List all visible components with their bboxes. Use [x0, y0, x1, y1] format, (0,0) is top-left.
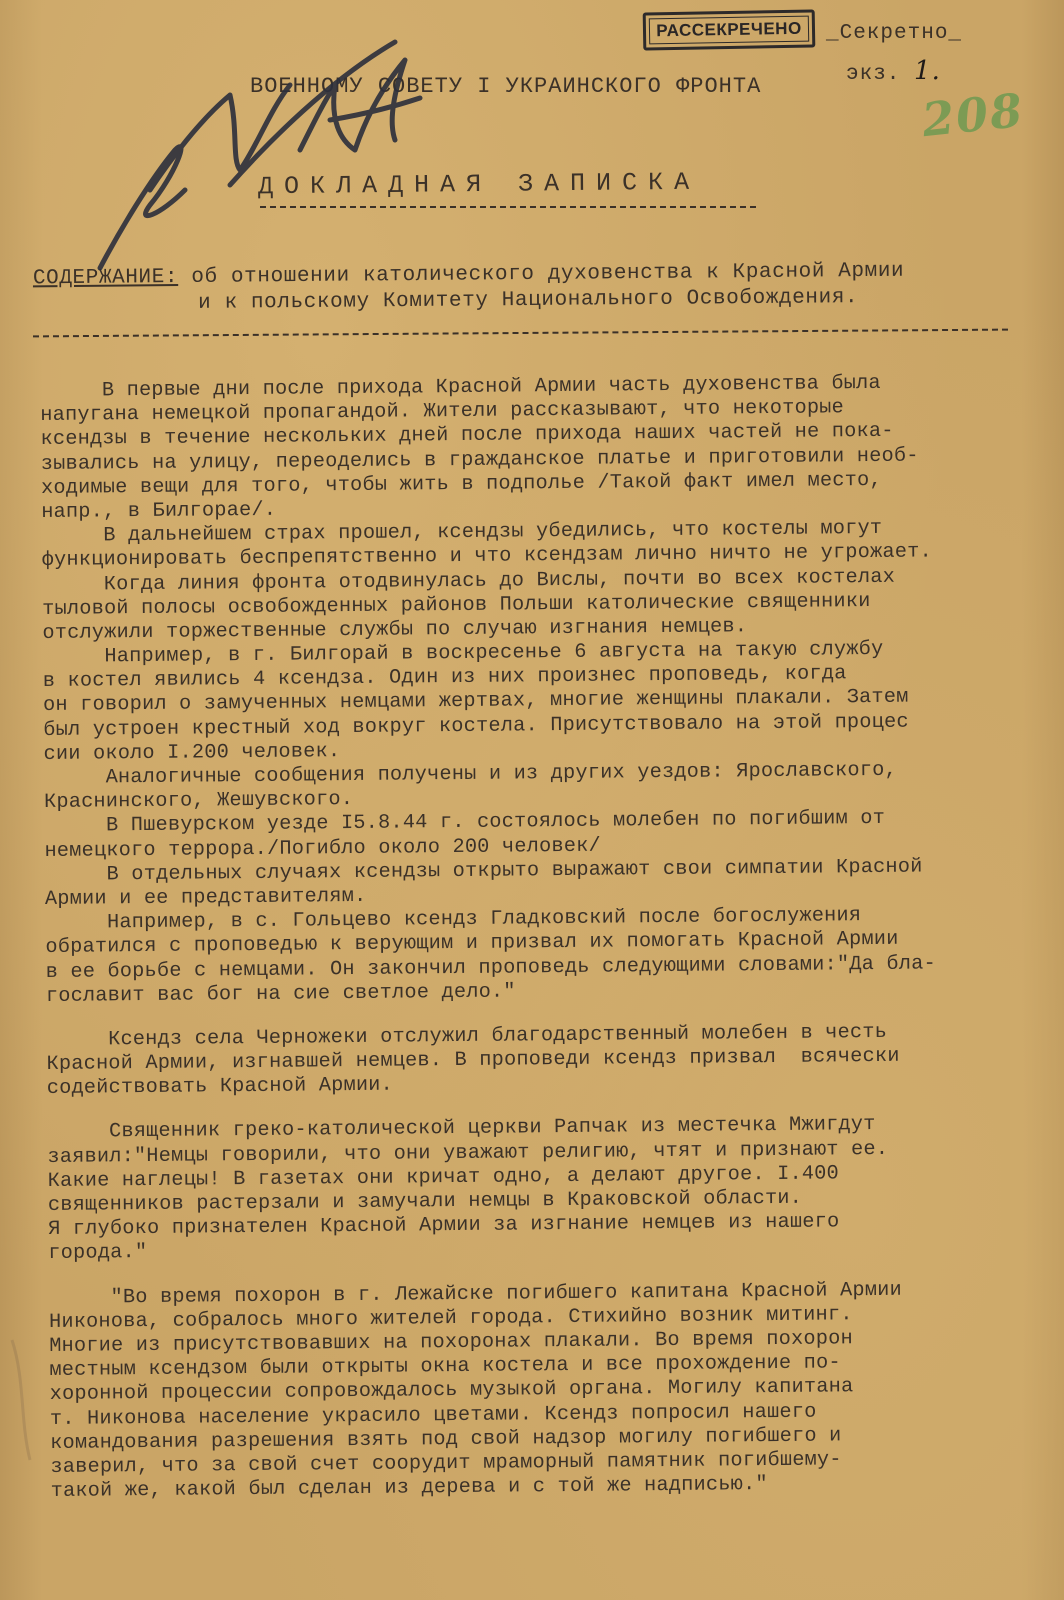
body-line: ходимые вещи для того, чтобы жить в подполье /Такой факт имел место, — [40, 468, 882, 500]
body-line: местным ксендзом были открыты окна костела и все прохождение по- — [49, 1351, 841, 1383]
body-line: в ее борьбе с немцами. Он закончил проповедь следующими словами:"Да бла- — [45, 951, 937, 984]
stamp-text: РАССЕКРЕЧЕНО — [656, 18, 802, 41]
body-line: В Пшевурском уезде I5.8.44 г. состоялось молебен по погибшим от — [44, 807, 886, 839]
body-line: города." — [48, 1241, 148, 1266]
stamp-inner-border — [649, 16, 809, 45]
folio-number: 208 — [919, 82, 1027, 148]
body-line: напугана немецкой пропагандой. Жители рассказывают, что некоторые — [40, 396, 845, 428]
margin-mark-stroke — [12, 1340, 30, 1460]
subject-line-1: об отношении католического духовенства к Красной Армии — [191, 259, 905, 289]
copy-number — [846, 56, 941, 86]
body-line: Когда линия фронта отодвинулась до Вислы, почти во всех костелах — [41, 565, 896, 597]
subject-block — [33, 258, 1023, 319]
subject-label: СОДЕРЖАНИЕ: — [32, 266, 179, 291]
body-line: Многие из присутствовавших на похоронах плакали. Во время похорон — [49, 1327, 854, 1358]
body-line: командования разрешения взять под свой надзор могилу погибшего и — [50, 1424, 842, 1455]
report-body — [40, 370, 1061, 1504]
body-line: Какие наглецы! В газетах они кричат одно, а делают другое. I.400 — [47, 1162, 840, 1193]
section-divider — [33, 329, 1008, 338]
body-line: В отдельных случаях ксендзы открыто выражают свои симпатии Красной — [44, 855, 923, 887]
body-line: В дальнейшем страх прошел, ксендзы убедились, что костелы могут — [41, 517, 883, 549]
signature-stroke-1 — [100, 147, 185, 268]
body-line: Священник греко-католической церкви Рапчак из местечка Мжигдут — [47, 1113, 876, 1145]
body-line: Армии и ее представителям. — [44, 884, 367, 911]
classification-label: _Секретно_ — [826, 22, 963, 45]
body-line: Ксендз села Черножеки отслужил благодарственный молебен в честь — [46, 1020, 888, 1052]
body-line: Аналогичные сообщения получены и из других уездов: Ярославского, — [43, 758, 898, 790]
body-line: Например, в г. Билгорай в воскресенье 6 августа на такую службу — [42, 637, 884, 670]
body-line: т. Никонова население украсило цветами. Ксендз попросил нашего — [49, 1400, 817, 1431]
declassified-stamp — [643, 10, 816, 51]
signature-stroke-3 — [230, 42, 395, 185]
body-line: заявил:"Немцы говорили, что они уважают религию, чтят и признают ее. — [47, 1137, 889, 1169]
body-line: отслужили торжественные службы по случаю изгнания немцев. — [42, 615, 748, 645]
addressee: ВОЕННОМУ СОВЕТУ I УКРАИНСКОГО ФРОНТА — [250, 74, 762, 99]
signature-stroke-5 — [330, 98, 420, 120]
body-line: обратился с проповедью к верующим и призвал их помогать Красной Армии — [45, 928, 899, 960]
body-line: хоронной процессии сопровождалось музыкой органа. Могилу капитана — [49, 1375, 854, 1407]
body-line: заверил, что за свой счет соорудит мраморный памятник погибшему- — [50, 1448, 842, 1479]
body-line: зывались на улицу, переоделись в гражданское платье и приготовили необ- — [40, 444, 919, 476]
body-line: сии около I.200 человек. — [43, 739, 341, 766]
document-title: ДОКЛАДНАЯ ЗАПИСКА — [257, 167, 701, 202]
body-line: такой же, какой был сделан из дерева и с той же надписью." — [50, 1473, 768, 1504]
body-line: Никонова, собралось много жителей города. Стихийно возник митинг. — [48, 1302, 853, 1334]
subject-line-2: и к польскому Комитету Национального Освобождения. — [198, 286, 859, 315]
body-line: функционировать беспрепятственно и что ксендзам лично ничто не угрожает. — [41, 540, 933, 573]
body-line: в костел явились 4 ксендза. Один из них произнес проповедь, когда — [42, 662, 847, 694]
body-line: содействовать Красной Армии. — [46, 1073, 394, 1101]
copy-prefix: экз. — [846, 63, 901, 86]
title-underline — [260, 206, 756, 208]
body-line: тыловой полосы освобожденных районов Польши католические священники — [42, 589, 871, 621]
body-line: напр., в Билгорае/. — [41, 498, 277, 524]
body-line: Красной Армии, изгнавшей немцев. В проповеди ксендз призвал всячески — [46, 1044, 900, 1077]
body-line: ксендзы в течение нескольких дней после прихода наших частей не пока- — [40, 420, 894, 452]
body-line: священников растерзали и замучали немцы в Краковской области. — [47, 1186, 803, 1217]
body-line: немецкого террора./Погибло около 200 человек/ — [44, 834, 602, 863]
body-line: Краснинского, Жешувского. — [43, 788, 354, 815]
body-line: он говорил о замученных немцами жертвах, многие женщины плакали. Затем — [43, 686, 909, 718]
body-line: Например, в с. Гольцево ксендз Гладковский после богослужения — [45, 904, 862, 936]
body-line: Я глубоко признателен Красной Армии за изгнание немцев из нашего — [48, 1210, 840, 1242]
body-line: "Во время похорон в г. Лежайске погибшего капитана Красной Армии — [48, 1278, 903, 1310]
body-line: гославит вас бог на сие светлое дело." — [45, 980, 516, 1008]
body-line: В первые дни после прихода Красной Армии часть духовенства была — [40, 371, 881, 403]
body-line: был устроен крестный ход вокруг костела. Присутствовало на этой процес — [43, 710, 909, 742]
copy-number-value: 1. — [914, 56, 941, 86]
